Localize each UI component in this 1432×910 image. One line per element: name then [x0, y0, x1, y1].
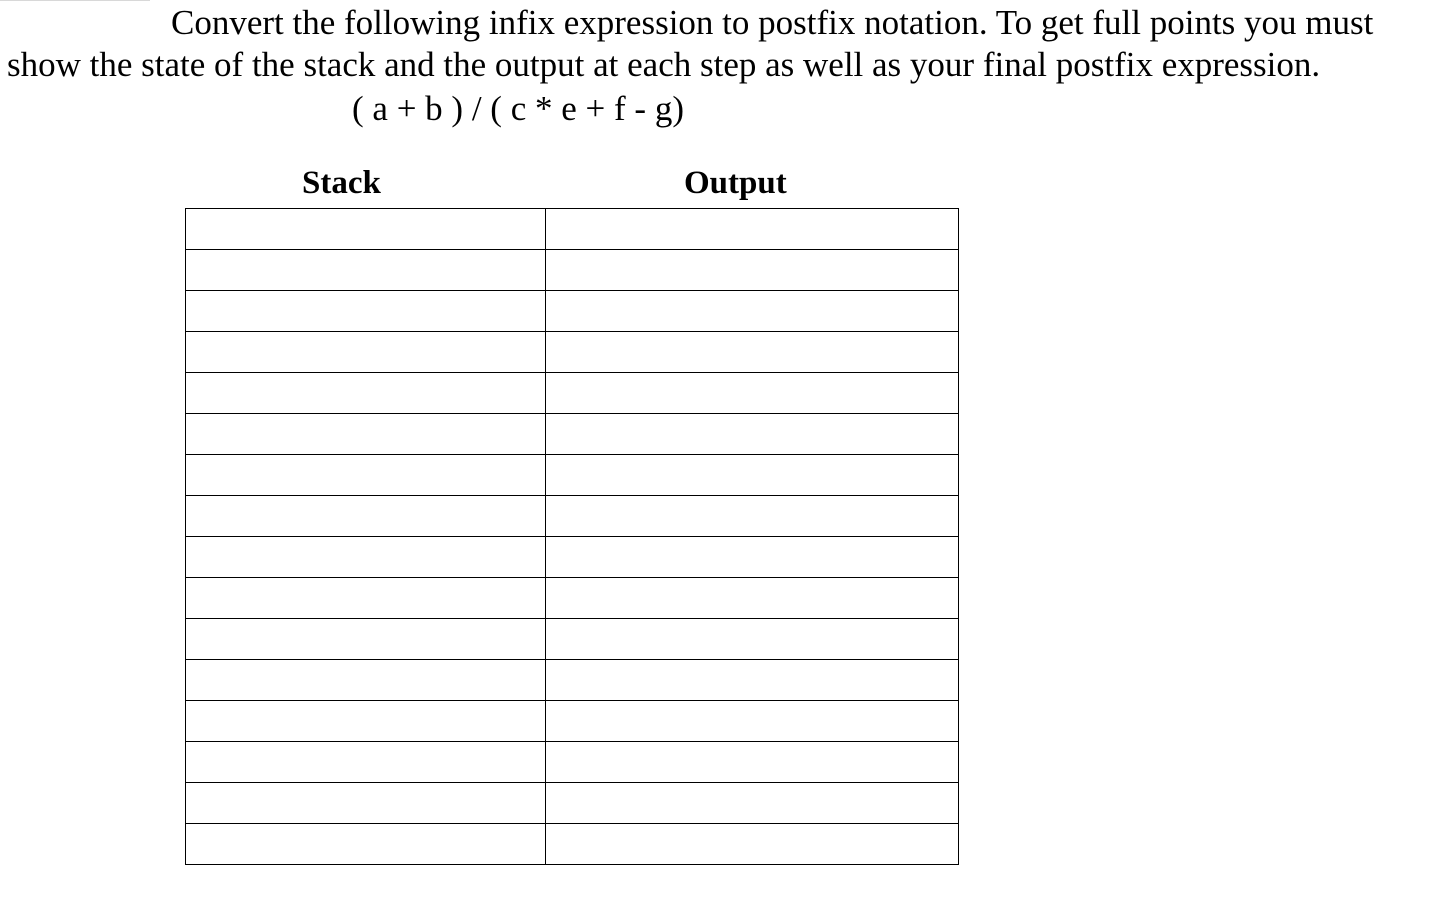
output-column-header: Output: [684, 165, 787, 201]
table-row: [186, 742, 959, 783]
instruction-line-1: Convert the following infix expression to postfix notation. To get full points you must: [171, 3, 1374, 42]
table-row: [186, 250, 959, 291]
table-row: [186, 824, 959, 865]
output-cell[interactable]: [546, 250, 959, 291]
output-cell[interactable]: [546, 742, 959, 783]
table-row: [186, 701, 959, 742]
stack-column-header: Stack: [302, 165, 381, 201]
output-cell[interactable]: [546, 660, 959, 701]
stack-cell[interactable]: [186, 824, 546, 865]
answer-table: [185, 208, 959, 865]
stack-cell[interactable]: [186, 742, 546, 783]
table-row: [186, 209, 959, 250]
output-cell[interactable]: [546, 332, 959, 373]
stack-cell[interactable]: [186, 332, 546, 373]
table-row: [186, 578, 959, 619]
output-cell[interactable]: [546, 619, 959, 660]
stack-cell[interactable]: [186, 496, 546, 537]
table-row: [186, 291, 959, 332]
output-cell[interactable]: [546, 701, 959, 742]
table-row: [186, 455, 959, 496]
stack-cell[interactable]: [186, 291, 546, 332]
table-row: [186, 496, 959, 537]
stack-cell[interactable]: [186, 660, 546, 701]
top-divider: [0, 0, 150, 1]
table-row: [186, 619, 959, 660]
answer-table-body: [186, 209, 959, 865]
table-row: [186, 660, 959, 701]
stack-cell[interactable]: [186, 414, 546, 455]
output-cell[interactable]: [546, 824, 959, 865]
output-cell[interactable]: [546, 783, 959, 824]
stack-cell[interactable]: [186, 250, 546, 291]
table-row: [186, 537, 959, 578]
stack-cell[interactable]: [186, 537, 546, 578]
stack-cell[interactable]: [186, 373, 546, 414]
table-row: [186, 783, 959, 824]
stack-cell[interactable]: [186, 455, 546, 496]
output-cell[interactable]: [546, 373, 959, 414]
stack-cell[interactable]: [186, 209, 546, 250]
output-cell[interactable]: [546, 455, 959, 496]
stack-cell[interactable]: [186, 578, 546, 619]
stack-cell[interactable]: [186, 783, 546, 824]
output-cell[interactable]: [546, 414, 959, 455]
output-cell[interactable]: [546, 537, 959, 578]
instruction-line-2: show the state of the stack and the output at each step as well as your final postfix expression.: [7, 45, 1321, 84]
output-cell[interactable]: [546, 578, 959, 619]
table-row: [186, 414, 959, 455]
table-row: [186, 373, 959, 414]
output-cell[interactable]: [546, 209, 959, 250]
infix-expression: ( a + b ) / ( c * e + f - g): [352, 89, 684, 128]
output-cell[interactable]: [546, 496, 959, 537]
stack-cell[interactable]: [186, 701, 546, 742]
table-row: [186, 332, 959, 373]
stack-cell[interactable]: [186, 619, 546, 660]
output-cell[interactable]: [546, 291, 959, 332]
